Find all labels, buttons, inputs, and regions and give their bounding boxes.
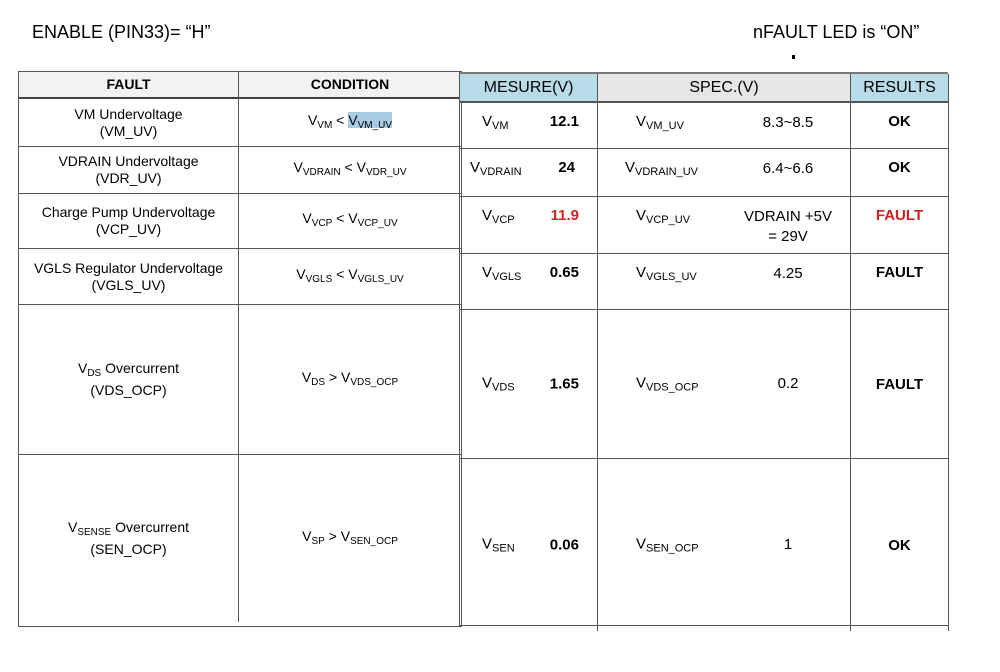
cond-symbol: V xyxy=(348,265,358,282)
cond-symbol: V xyxy=(348,210,358,226)
cond-operator: < xyxy=(336,111,345,128)
spec-symbol: $V_{VGLS\_UV}$ xyxy=(636,264,697,283)
spec-value: VDRAIN +5V = 29V xyxy=(744,208,832,245)
marker-dot xyxy=(792,55,795,59)
result-badge: FAULT xyxy=(875,264,924,281)
spec-value: 1 xyxy=(783,536,793,553)
result-cell xyxy=(851,197,949,254)
measured-value: 1.65 xyxy=(549,375,579,393)
result-badge: OK xyxy=(888,159,911,176)
condition-cell-vm-uv xyxy=(239,99,461,147)
condition-cell-vgls-uv xyxy=(239,249,461,305)
result-badge: FAULT xyxy=(875,375,924,393)
spec-value: 0.2 xyxy=(777,375,799,392)
spec-cell xyxy=(598,459,851,631)
spec-cell xyxy=(598,254,851,310)
cond-symbol: V xyxy=(296,265,306,282)
fault-code: (VCP_UV) xyxy=(95,221,162,237)
measure-cell xyxy=(460,254,598,310)
result-cell xyxy=(851,310,949,459)
fault-symbol: V xyxy=(77,360,88,376)
cond-subscript: VDS_OCP xyxy=(350,376,399,388)
enable-status-text: ENABLE (PIN33)= “H” xyxy=(32,22,211,42)
condition-cell-vcp-uv xyxy=(239,194,461,249)
cond-symbol: V xyxy=(302,527,312,544)
result-cell xyxy=(851,149,949,197)
cond-symbol: V xyxy=(348,111,358,128)
measure-cell xyxy=(460,103,598,149)
header-spec: SPEC.(V) xyxy=(598,74,851,103)
measured-value: 12.1 xyxy=(549,113,579,130)
condition-cell-sen-ocp xyxy=(239,455,461,622)
fault-code: (VDR_UV) xyxy=(95,170,162,186)
cond-subscript: VM_UV xyxy=(357,119,393,131)
fault-code: (VDS_OCP) xyxy=(90,382,167,398)
fault-subscript: DS xyxy=(87,368,102,379)
fault-cell-vm-uv xyxy=(19,99,239,147)
spec-symbol: $V_{VCP\_UV}$ xyxy=(636,207,691,226)
fault-cell-vgls-uv xyxy=(19,249,239,305)
cond-symbol: V xyxy=(341,368,351,385)
cond-subscript: VM xyxy=(317,119,333,131)
measure-symbol: $V_{VCP}$ xyxy=(482,207,515,226)
cond-symbol: V xyxy=(356,159,366,175)
fault-cell-vdr-uv xyxy=(19,147,239,194)
fault-cell-vds-ocp xyxy=(19,305,239,455)
fault-name: Charge Pump Undervoltage xyxy=(41,204,216,220)
cond-symbol: V xyxy=(340,527,351,544)
cond-operator: < xyxy=(336,210,345,226)
cond-operator: < xyxy=(336,265,345,282)
cond-subscript: VCP_UV xyxy=(357,218,398,229)
header-fault: FAULT xyxy=(19,72,239,99)
measure-cell xyxy=(460,149,598,197)
measured-value: 0.06 xyxy=(549,536,579,554)
measure-cell xyxy=(460,459,598,631)
measure-cell xyxy=(460,197,598,254)
spec-symbol: $V_{VDRAIN\_UV}$ xyxy=(625,159,698,178)
condition-cell-vdr-uv xyxy=(239,147,461,194)
cond-operator: > xyxy=(328,368,338,385)
measured-value: 11.9 xyxy=(550,207,579,224)
spec-cell xyxy=(598,149,851,197)
measured-value: 24 xyxy=(558,159,575,176)
spec-symbol: $V_{VDS\_OCP}$ xyxy=(636,374,699,394)
result-badge: FAULT xyxy=(875,207,924,224)
fault-code: (SEN_OCP) xyxy=(90,541,167,557)
spec-cell xyxy=(598,103,851,149)
cond-subscript: VCP xyxy=(311,218,333,229)
spec-symbol: $V_{SEN\_OCP}$ xyxy=(636,535,699,555)
result-cell xyxy=(851,103,949,149)
fault-symbol: V xyxy=(67,519,78,535)
spec-value: 4.25 xyxy=(773,265,803,282)
cond-symbol: V xyxy=(293,159,303,175)
header-condition: CONDITION xyxy=(239,72,461,99)
spec-value: 8.3~8.5 xyxy=(762,114,814,131)
spec-cell xyxy=(598,197,851,254)
measure-symbol: $V_{VDRAIN}$ xyxy=(470,159,522,178)
result-badge: OK xyxy=(888,536,911,554)
cond-subscript: SEN_OCP xyxy=(350,535,398,547)
measure-symbol: $V_{VGLS}$ xyxy=(482,264,522,283)
cond-subscript: VGLS_UV xyxy=(357,273,404,285)
measure-symbol: $V_{SEN}$ xyxy=(482,535,515,555)
spec-symbol: $V_{VM\_UV}$ xyxy=(636,113,684,132)
cond-subscript: SP xyxy=(311,535,325,547)
fault-cell-vcp-uv xyxy=(19,194,239,249)
measured-value: 0.65 xyxy=(549,264,579,281)
header-measure: MESURE(V) xyxy=(460,74,598,103)
fault-name: Overcurrent xyxy=(105,360,180,376)
spec-cell xyxy=(598,310,851,459)
fault-name: VGLS Regulator Undervoltage xyxy=(33,259,224,276)
result-cell xyxy=(851,459,949,631)
measure-cell xyxy=(460,310,598,459)
measurement-table xyxy=(459,72,948,626)
fault-name: VDRAIN Undervoltage xyxy=(58,153,199,169)
cond-subscript: VGLS xyxy=(305,273,333,285)
cond-symbol: V xyxy=(307,111,318,128)
fault-code: (VGLS_UV) xyxy=(91,276,166,293)
highlighted-threshold xyxy=(348,111,393,131)
fault-condition-table xyxy=(18,71,462,627)
cond-subscript: DS xyxy=(311,376,326,388)
fault-code: (VM_UV) xyxy=(99,122,158,139)
header-results: RESULTS xyxy=(851,74,949,103)
cond-subscript: VDRAIN xyxy=(302,167,341,178)
measure-symbol: $V_{VDS}$ xyxy=(482,374,515,394)
fault-name: VM Undervoltage xyxy=(74,105,183,122)
measure-symbol: $V_{VM}$ xyxy=(482,113,509,132)
cond-operator: > xyxy=(328,527,337,544)
fault-cell-sen-ocp xyxy=(19,455,239,622)
cond-subscript: VDR_UV xyxy=(365,167,407,178)
result-badge: OK xyxy=(888,113,911,130)
spec-value: 6.4~6.6 xyxy=(762,160,814,177)
led-status-text: nFAULT LED is “ON” xyxy=(753,22,920,42)
cond-operator: < xyxy=(344,159,353,175)
condition-cell-vds-ocp xyxy=(239,305,461,455)
fault-subscript: SENSE xyxy=(77,527,112,538)
fault-name: Overcurrent xyxy=(115,519,190,535)
result-cell xyxy=(851,254,949,310)
cond-symbol: V xyxy=(302,210,312,226)
cond-symbol: V xyxy=(301,368,312,385)
